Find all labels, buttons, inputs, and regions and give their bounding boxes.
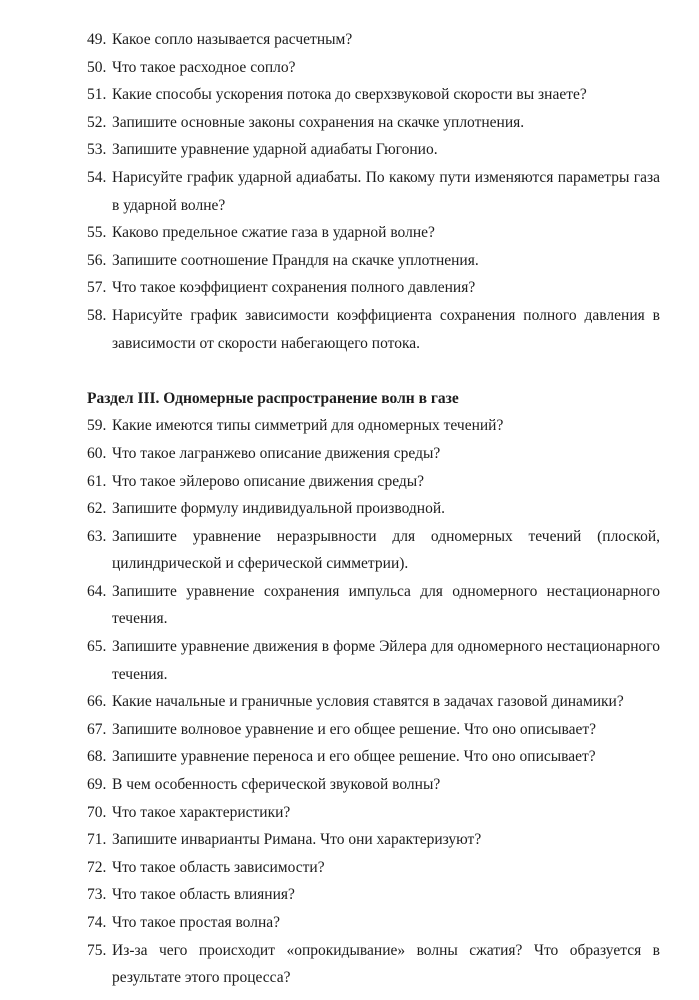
question-item <box>87 247 660 275</box>
question-item <box>87 743 660 771</box>
question-text: Что такое область влияния? <box>112 886 295 904</box>
question-number: 75. <box>87 941 107 959</box>
question-text: Что такое характеристики? <box>112 803 291 821</box>
question-item <box>87 578 660 633</box>
question-item <box>87 81 660 109</box>
question-item <box>87 523 660 578</box>
question-number: 57. <box>87 279 107 297</box>
question-number: 69. <box>87 776 107 794</box>
question-text: Запишите уравнение переноса и его общее решение. Что оно описывает? <box>112 748 596 766</box>
question-number: 49. <box>87 31 107 48</box>
question-text: Что такое лагранжево описание движения среды? <box>112 444 441 462</box>
question-item <box>87 881 660 909</box>
question-number: 73. <box>87 886 107 904</box>
question-number: 63. <box>87 527 107 545</box>
question-number: 50. <box>87 58 107 76</box>
questions-area <box>87 26 660 992</box>
question-section <box>87 385 660 992</box>
question-text: Что такое коэффициент сохранения полного давления? <box>112 279 476 297</box>
question-number: 72. <box>87 858 107 876</box>
question-text: Из-за чего происходит «опрокидывание» волны сжатия? Что образуется в результате этого процесса? <box>112 941 660 987</box>
question-item <box>87 412 660 440</box>
question-item <box>87 164 660 219</box>
question-number: 51. <box>87 86 107 104</box>
question-item <box>87 136 660 164</box>
question-number: 56. <box>87 251 107 269</box>
question-text: Каково предельное сжатие газа в ударной волне? <box>112 224 435 242</box>
question-item <box>87 909 660 937</box>
question-text: Запишите уравнение ударной адиабаты Гюгонио. <box>112 141 438 159</box>
question-item <box>87 274 660 302</box>
question-item <box>87 716 660 744</box>
question-item <box>87 826 660 854</box>
question-text: Запишите уравнение движения в форме Эйлера для одномерного нестационарного течения. <box>112 638 660 683</box>
question-number: 62. <box>87 500 107 518</box>
question-item <box>87 440 660 468</box>
question-number: 68. <box>87 748 107 766</box>
question-item <box>87 495 660 523</box>
question-item <box>87 109 660 137</box>
question-item <box>87 26 660 54</box>
question-item <box>87 937 660 992</box>
question-text: Что такое область зависимости? <box>112 858 325 876</box>
question-text: Какое сопло называется расчетным? <box>112 31 353 48</box>
question-number: 61. <box>87 472 107 490</box>
question-item <box>87 54 660 82</box>
question-number: 52. <box>87 113 107 131</box>
question-number: 53. <box>87 141 107 159</box>
question-text: Какие способы ускорения потока до сверхзвуковой скорости вы знаете? <box>112 86 587 104</box>
section-heading: Раздел III. Одномерные распространение волн в газе <box>87 389 459 407</box>
question-text: Нарисуйте график ударной адиабаты. По какому пути изменяются параметры газа в ударной волне? <box>112 168 660 214</box>
question-text: Запишите основные законы сохранения на скачке уплотнения. <box>112 113 525 131</box>
question-text: Запишите соотношение Прандля на скачке уплотнения. <box>112 251 479 269</box>
question-text: Запишите уравнение неразрывности для одномерных течений (плоской, цилиндрической и сферической симметрии). <box>112 527 660 573</box>
question-section <box>87 26 660 357</box>
question-item <box>87 854 660 882</box>
question-item <box>87 302 660 357</box>
question-number: 54. <box>87 168 107 186</box>
question-text: В чем особенность сферической звуковой волны? <box>112 776 441 794</box>
question-number: 55. <box>87 224 107 242</box>
question-number: 58. <box>87 306 107 324</box>
question-number: 60. <box>87 444 107 462</box>
question-item <box>87 468 660 496</box>
question-number: 71. <box>87 831 107 849</box>
question-number: 67. <box>87 720 107 738</box>
question-item <box>87 688 660 716</box>
question-number: 65. <box>87 638 107 656</box>
question-text: Что такое эйлерово описание движения среды? <box>112 472 425 490</box>
question-item <box>87 219 660 247</box>
question-text: Какие начальные и граничные условия ставятся в задачах газовой динамики? <box>112 693 624 711</box>
question-number: 66. <box>87 693 107 711</box>
question-number: 59. <box>87 417 107 435</box>
question-text: Запишите формулу индивидуальной производной. <box>112 500 446 518</box>
question-number: 64. <box>87 582 107 600</box>
question-text: Что такое простая волна? <box>112 914 281 931</box>
question-text: Нарисуйте график зависимости коэффициента сохранения полного давления в зависимости от скорости набегающего потока. <box>112 306 660 352</box>
question-number: 70. <box>87 803 107 821</box>
question-text: Запишите инварианты Римана. Что они характеризуют? <box>112 831 482 849</box>
question-item <box>87 799 660 827</box>
question-text: Какие имеются типы симметрий для одномерных течений? <box>112 417 504 435</box>
question-item <box>87 633 660 688</box>
question-text: Что такое расходное сопло? <box>112 58 296 76</box>
question-number: 74. <box>87 914 107 931</box>
question-text: Запишите волновое уравнение и его общее решение. Что оно описывает? <box>112 720 597 738</box>
question-item <box>87 771 660 799</box>
question-text: Запишите уравнение сохранения импульса для одномерного нестационарного течения. <box>112 582 660 628</box>
